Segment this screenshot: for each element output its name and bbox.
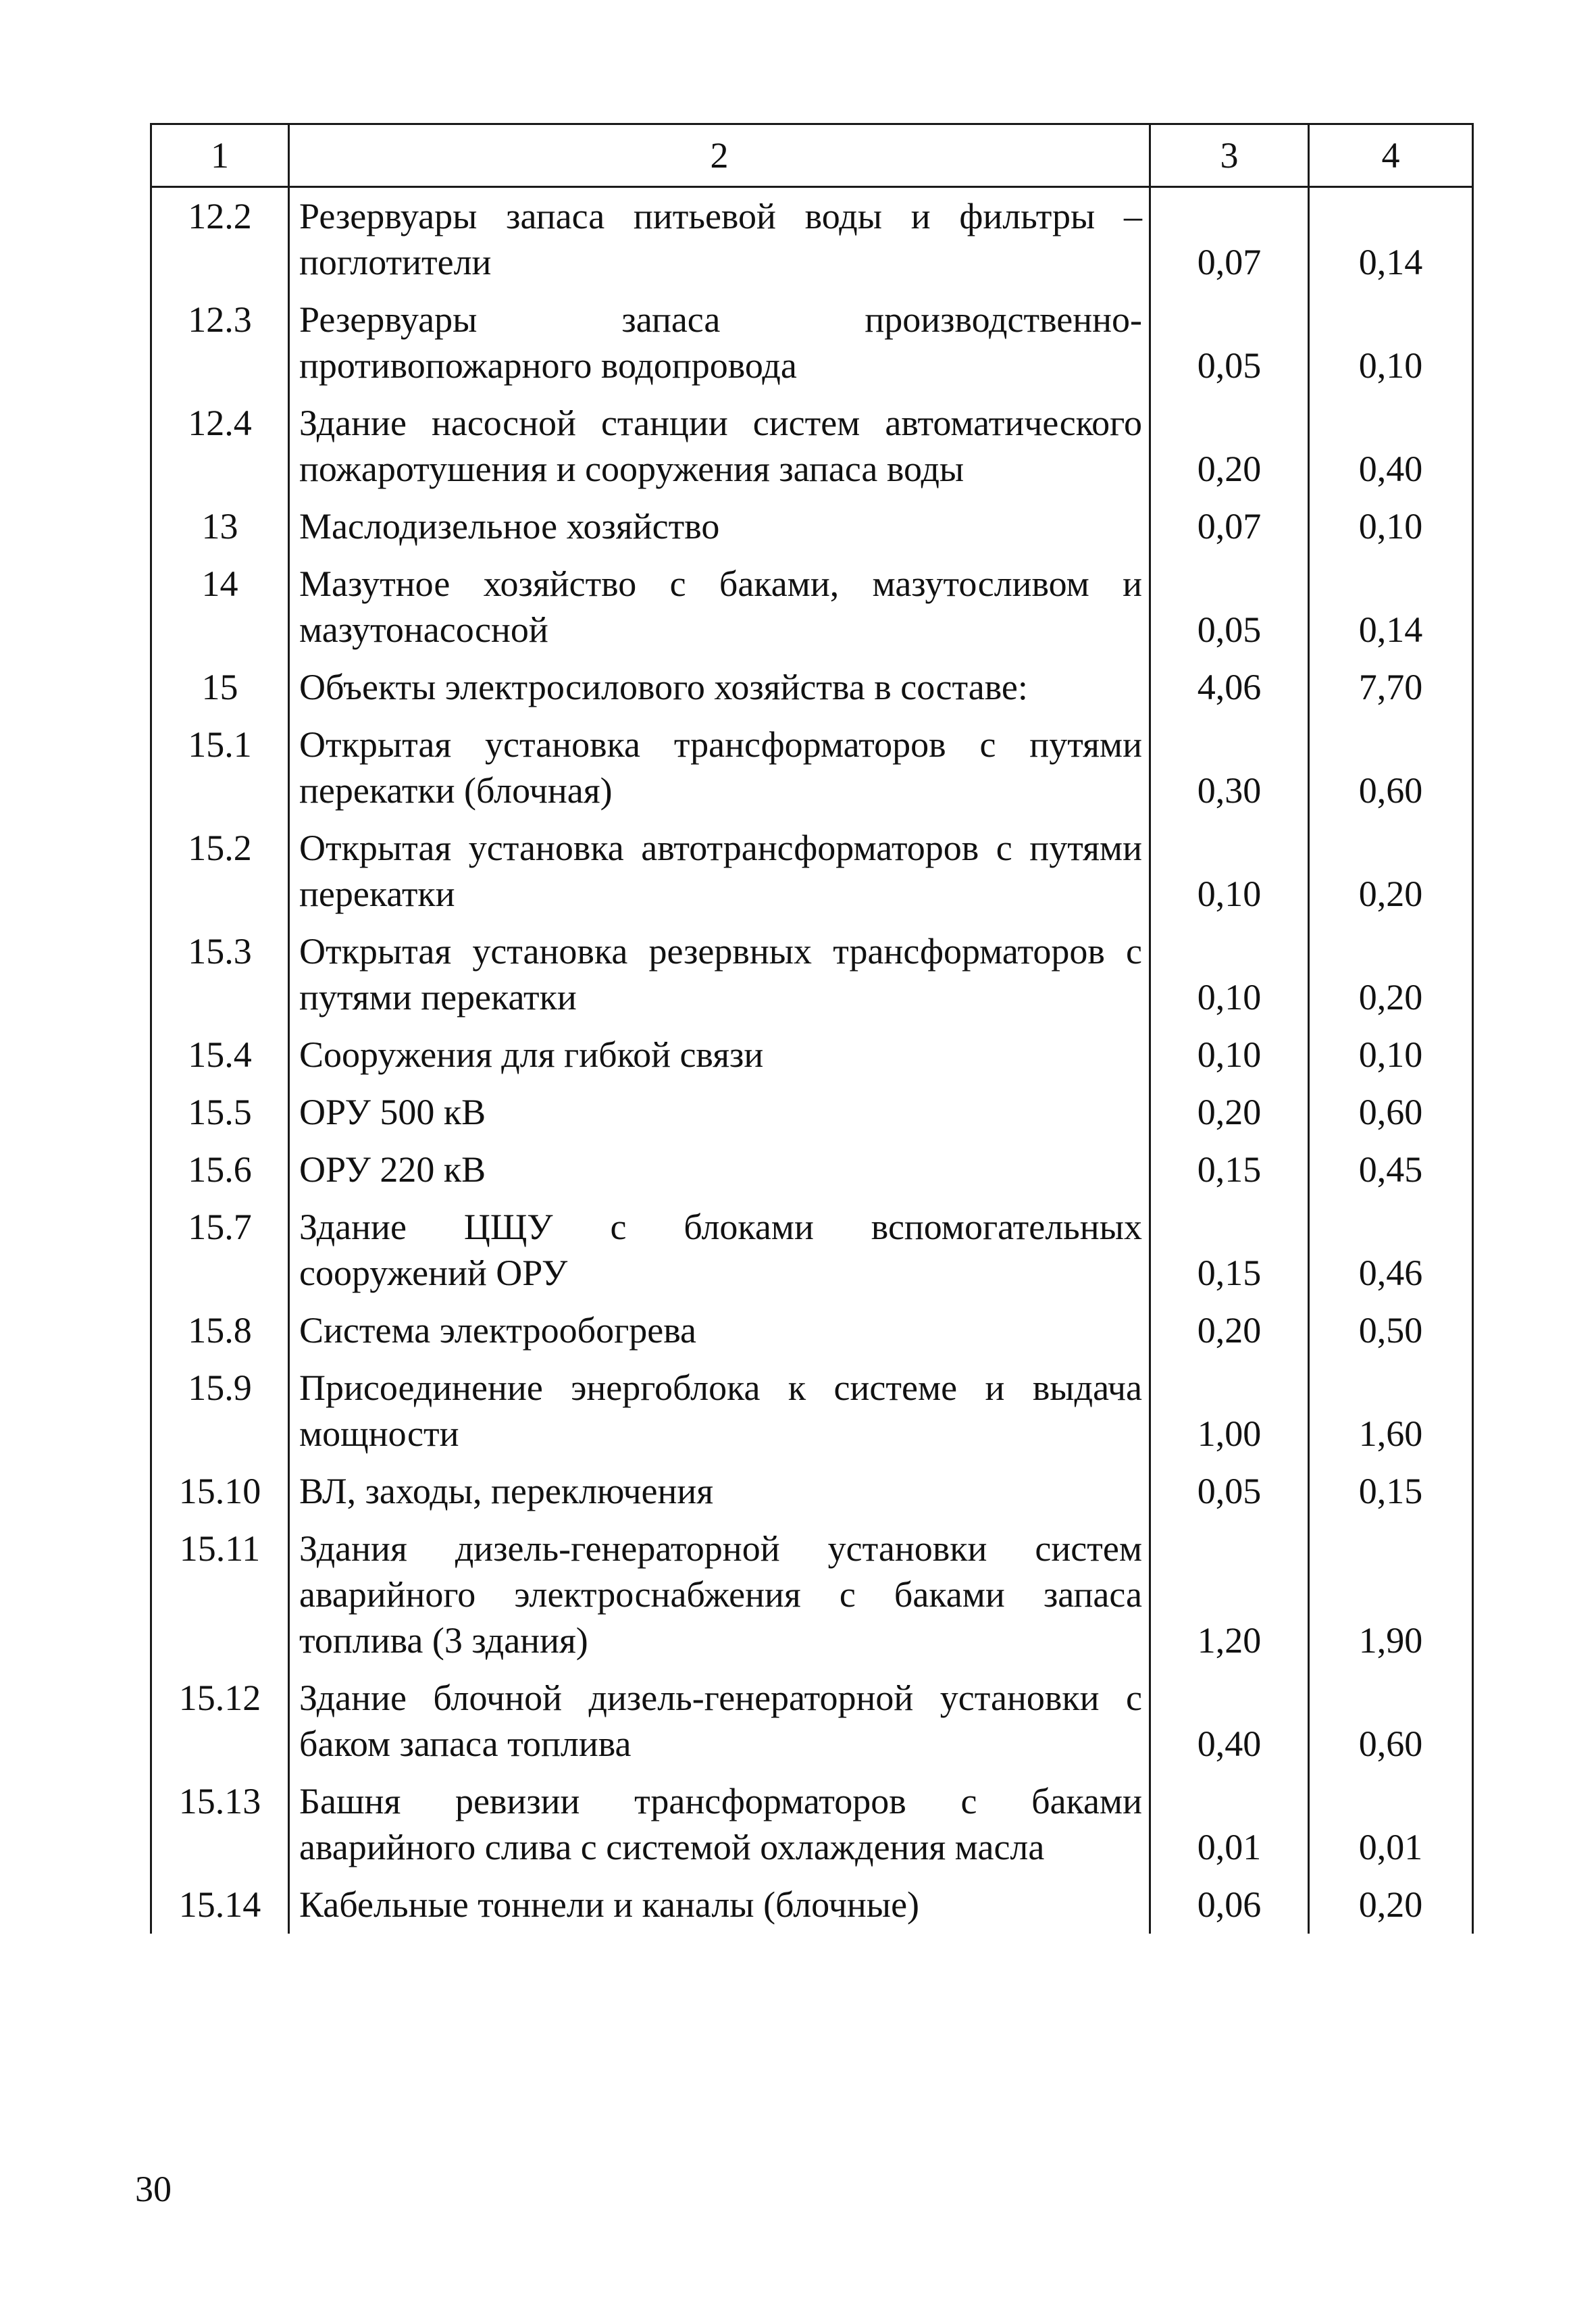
row-value-col3: 0,10	[1150, 923, 1309, 1026]
row-number: 15.10	[151, 1463, 289, 1520]
row-name: Открытая установка резервных трансформаторов с путями перекатки	[289, 923, 1150, 1026]
row-value-col4: 0,14	[1309, 555, 1473, 659]
row-name: Объекты электросилового хозяйства в составе:	[289, 659, 1150, 716]
row-value-col4: 0,20	[1309, 820, 1473, 923]
row-value-col3: 0,20	[1150, 395, 1309, 498]
row-number: 15.14	[151, 1876, 289, 1934]
row-value-col4: 0,14	[1309, 187, 1473, 292]
row-value-col4: 0,60	[1309, 1084, 1473, 1141]
table-row	[151, 1520, 1473, 1669]
row-value-col3: 0,30	[1150, 716, 1309, 820]
row-name: Мазутное хозяйство с баками, мазутосливом и мазутонасосной	[289, 555, 1150, 659]
row-name: Кабельные тоннели и каналы (блочные)	[289, 1876, 1150, 1934]
row-value-col4: 0,01	[1309, 1773, 1473, 1876]
row-name: Здания дизель-генераторной установки систем аварийного электроснабжения с баками запаса топлива (3 здания)	[289, 1520, 1150, 1669]
row-name: Присоединение энергоблока к системе и выдача мощности	[289, 1359, 1150, 1463]
header-col-4: 4	[1309, 124, 1473, 187]
row-name: Резервуары запаса производственно-противопожарного водопровода	[289, 291, 1150, 395]
row-number: 15.11	[151, 1520, 289, 1669]
table-row	[151, 555, 1473, 659]
row-number: 15.6	[151, 1141, 289, 1199]
row-value-col4: 0,10	[1309, 291, 1473, 395]
table-row	[151, 923, 1473, 1026]
row-value-col3: 0,15	[1150, 1199, 1309, 1302]
row-name: Система электрообогрева	[289, 1302, 1150, 1359]
row-name: Сооружения для гибкой связи	[289, 1026, 1150, 1084]
header-col-3: 3	[1150, 124, 1309, 187]
row-name: Маслодизельное хозяйство	[289, 498, 1150, 555]
table-row	[151, 1359, 1473, 1463]
row-value-col4: 0,20	[1309, 1876, 1473, 1934]
row-value-col4: 0,20	[1309, 923, 1473, 1026]
row-value-col4: 0,45	[1309, 1141, 1473, 1199]
table-row	[151, 498, 1473, 555]
table-row	[151, 395, 1473, 498]
row-value-col4: 0,50	[1309, 1302, 1473, 1359]
row-value-col3: 0,07	[1150, 498, 1309, 555]
page-number: 30	[135, 2169, 172, 2209]
table-row	[151, 291, 1473, 395]
row-value-col3: 0,10	[1150, 1026, 1309, 1084]
row-value-col4: 0,10	[1309, 498, 1473, 555]
row-value-col4: 1,60	[1309, 1359, 1473, 1463]
row-value-col4: 7,70	[1309, 659, 1473, 716]
row-value-col4: 0,15	[1309, 1463, 1473, 1520]
row-number: 12.2	[151, 187, 289, 292]
row-value-col3: 0,20	[1150, 1302, 1309, 1359]
row-value-col4: 0,40	[1309, 395, 1473, 498]
row-number: 12.3	[151, 291, 289, 395]
row-name: ОРУ 500 кВ	[289, 1084, 1150, 1141]
row-value-col3: 4,06	[1150, 659, 1309, 716]
row-number: 13	[151, 498, 289, 555]
row-name: ОРУ 220 кВ	[289, 1141, 1150, 1199]
row-value-col3: 1,20	[1150, 1520, 1309, 1669]
table-row	[151, 820, 1473, 923]
table-row	[151, 1463, 1473, 1520]
document-table	[150, 123, 1474, 1934]
row-value-col3: 0,05	[1150, 1463, 1309, 1520]
row-value-col3: 0,15	[1150, 1141, 1309, 1199]
row-number: 15.4	[151, 1026, 289, 1084]
row-value-col4: 0,60	[1309, 1669, 1473, 1773]
table-row	[151, 1773, 1473, 1876]
row-value-col3: 0,06	[1150, 1876, 1309, 1934]
table-row	[151, 187, 1473, 292]
row-name: Здание ЦЩУ с блоками вспомогательных сооружений ОРУ	[289, 1199, 1150, 1302]
row-number: 14	[151, 555, 289, 659]
row-value-col4: 1,90	[1309, 1520, 1473, 1669]
row-name: Резервуары запаса питьевой воды и фильтры – поглотители	[289, 187, 1150, 292]
row-value-col4: 0,46	[1309, 1199, 1473, 1302]
row-number: 15.12	[151, 1669, 289, 1773]
row-value-col3: 0,05	[1150, 555, 1309, 659]
row-value-col3: 0,40	[1150, 1669, 1309, 1773]
row-value-col4: 0,60	[1309, 716, 1473, 820]
row-number: 15.1	[151, 716, 289, 820]
row-value-col3: 0,20	[1150, 1084, 1309, 1141]
table-row	[151, 1669, 1473, 1773]
row-number: 15	[151, 659, 289, 716]
header-col-1: 1	[151, 124, 289, 187]
row-number: 15.13	[151, 1773, 289, 1876]
table-row	[151, 1302, 1473, 1359]
row-value-col3: 0,01	[1150, 1773, 1309, 1876]
row-value-col3: 0,05	[1150, 291, 1309, 395]
table-header-row	[151, 124, 1473, 187]
table-row	[151, 1084, 1473, 1141]
table-row	[151, 1141, 1473, 1199]
row-number: 12.4	[151, 395, 289, 498]
row-name: Башня ревизии трансформаторов с баками аварийного слива с системой охлаждения масла	[289, 1773, 1150, 1876]
row-value-col4: 0,10	[1309, 1026, 1473, 1084]
row-value-col3: 0,07	[1150, 187, 1309, 292]
row-name: Открытая установка трансформаторов с путями перекатки (блочная)	[289, 716, 1150, 820]
row-name: Здание насосной станции систем автоматического пожаротушения и сооружения запаса воды	[289, 395, 1150, 498]
header-col-2: 2	[289, 124, 1150, 187]
row-number: 15.5	[151, 1084, 289, 1141]
row-value-col3: 0,10	[1150, 820, 1309, 923]
table-row	[151, 716, 1473, 820]
table-row	[151, 1026, 1473, 1084]
row-number: 15.7	[151, 1199, 289, 1302]
table-row	[151, 1876, 1473, 1934]
row-number: 15.3	[151, 923, 289, 1026]
row-number: 15.2	[151, 820, 289, 923]
row-number: 15.9	[151, 1359, 289, 1463]
row-name: ВЛ, заходы, переключения	[289, 1463, 1150, 1520]
table-row	[151, 1199, 1473, 1302]
row-value-col3: 1,00	[1150, 1359, 1309, 1463]
row-number: 15.8	[151, 1302, 289, 1359]
row-name: Здание блочной дизель-генераторной установки с баком запаса топлива	[289, 1669, 1150, 1773]
row-name: Открытая установка автотрансформаторов с путями перекатки	[289, 820, 1150, 923]
table-row	[151, 659, 1473, 716]
